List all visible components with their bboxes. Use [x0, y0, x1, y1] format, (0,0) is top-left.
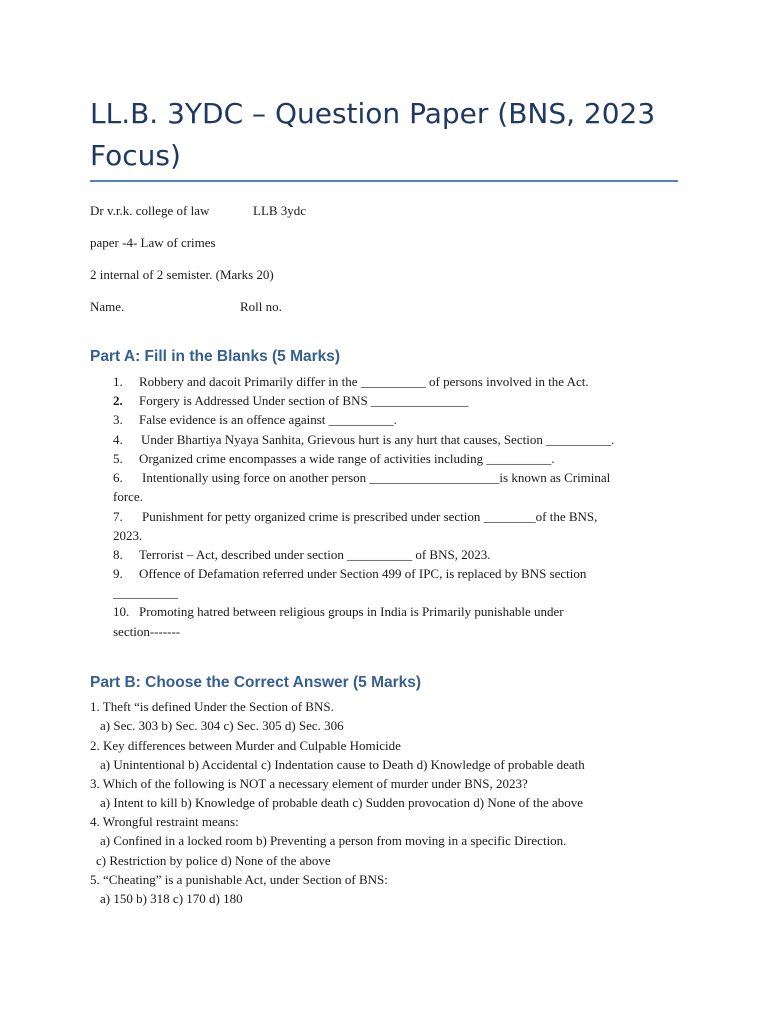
part-b-heading: Part B: Choose the Correct Answer (5 Marks) — [90, 674, 422, 691]
part-b-options: a) Sec. 303 b) Sec. 304 c) Sec. 305 d) Sec. 306 — [100, 718, 344, 733]
part-b-options: a) Unintentional b) Accidental c) Indentation cause to Death d) Knowledge of probable death — [100, 757, 585, 772]
title-divider — [90, 180, 678, 182]
part-a-item: 1. Robbery and dacoit Primarily differ in the __________ of persons involved in the Act. — [113, 374, 589, 389]
header-line-name — [90, 299, 282, 315]
part-b-question: 1. Theft “is defined Under the Section of BNS. — [90, 699, 334, 714]
part-a-heading: Part A: Fill in the Blanks (5 Marks) — [90, 348, 341, 365]
paper-title: paper -4- Law of crimes — [90, 235, 216, 250]
name-label: Name. — [90, 299, 125, 314]
roll-label: Roll no. — [240, 299, 282, 314]
part-a-item: 2. Forgery is Addressed Under section of BNS _______________ — [113, 393, 469, 408]
part-a-item: 3. False evidence is an offence against __________. — [113, 412, 397, 427]
part-a-item: 4. Under Bhartiya Nyaya Sanhita, Grievous hurt is any hurt that causes, Section __________. — [113, 432, 615, 447]
part-a-item: 7. Punishment for petty organized crime is prescribed under section ________of the BNS, 2023. — [113, 509, 598, 543]
part-a-item: 5. Organized crime encompasses a wide range of activities including __________. — [113, 451, 555, 466]
part-b-question: 5. “Cheating” is a punishable Act, under Section of BNS: — [90, 872, 388, 887]
part-b-question: 2. Key differences between Murder and Culpable Homicide — [90, 738, 401, 753]
part-a-item: 8. Terrorist – Act, described under section __________ of BNS, 2023. — [113, 547, 491, 562]
part-b-options: a) Intent to kill b) Knowledge of probable death c) Sudden provocation d) None of the above — [100, 795, 584, 810]
part-a-item: 10. Promoting hatred between religious groups in India is Primarily punishable under section------- — [113, 604, 564, 639]
page-title: LL.B. 3YDC – Question Paper (BNS, 2023 Focus) — [90, 97, 656, 172]
part-a-item: 9. Offence of Defamation referred under Section 499 of IPC, is replaced by BNS section __________ — [113, 566, 587, 600]
header-line-college — [90, 203, 306, 219]
part-a-item: 6. Intentionally using force on another person ____________________is known as Criminal force. — [113, 470, 611, 504]
part-b-question: 3. Which of the following is NOT a necessary element of murder under BNS, 2023? — [90, 776, 528, 791]
college-name: Dr v.r.k. college of law — [90, 203, 210, 218]
part-b-options: a) 150 b) 318 c) 170 d) 180 — [100, 891, 243, 906]
part-b-options: c) Restriction by police d) None of the above — [96, 853, 331, 868]
exam-info: 2 internal of 2 semister. (Marks 20) — [90, 267, 274, 282]
part-b-question: 4. Wrongful restraint means: — [90, 814, 239, 829]
course-name: LLB 3ydc — [253, 203, 307, 218]
part-b-options: a) Confined in a locked room b) Preventing a person from moving in a specific Direction. — [100, 833, 567, 848]
